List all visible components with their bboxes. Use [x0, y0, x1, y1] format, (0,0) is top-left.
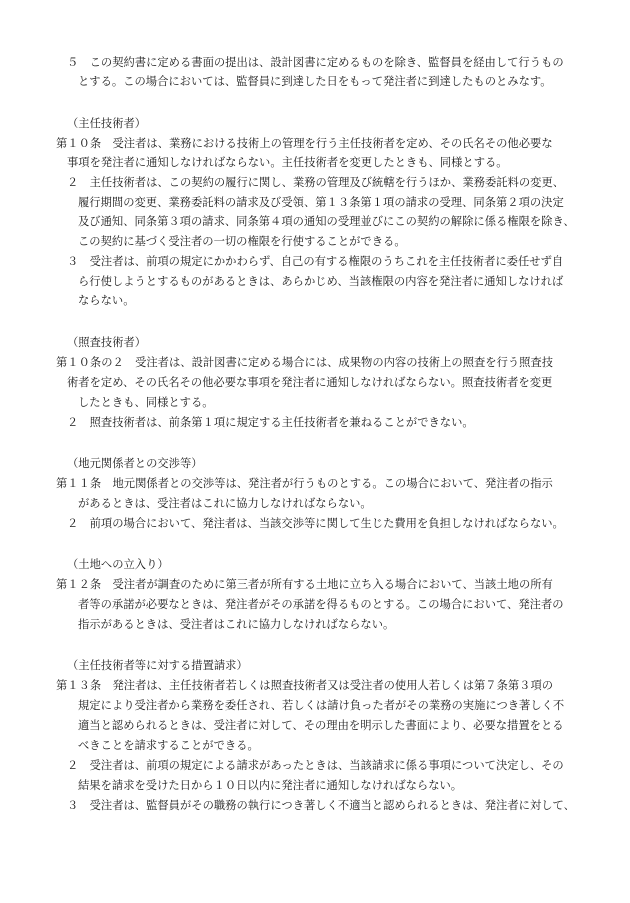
article-11-line-1: 第１１条 地元関係者との交渉等は、発注者が行うものとする。この場合において、発注者の指示 [56, 477, 553, 490]
article-10-para-2-line-1: ２ 主任技術者は、この契約の履行に関し、業務の管理及び統轄を行うほか、業務委託料の変更、 [67, 176, 565, 189]
clause-5-line-1: ５ この契約書に定める書面の提出は、設計図書に定めるものを除き、監督員を経由して行うもの [67, 56, 564, 69]
article-13-line-1: 第１３条 発注者は、主任技術者若しくは照査技術者又は受注者の使用人若しくは第７条第３項の [56, 679, 554, 692]
heading-local-negotiation: （地元関係者との交渉等） [67, 457, 203, 470]
article-13-line-2: 規定により受注者から業務を委任され、若しくは請け負った者がその業務の実施につき著しく不 [78, 699, 565, 712]
article-10-2-line-1: 第１０条の２ 受注者は、設計図書に定める場合には、成果物の内容の技術上の照査を行う照査技 [56, 356, 554, 369]
article-13-para-2-line-2: 結果を請求を受けた日から１０日以内に発注者に通知しなければならない。 [78, 779, 463, 792]
article-13-line-3: 適当と認められるときは、受注者に対して、その理由を明示した書面により、必要な措置をとる [78, 719, 564, 732]
article-10-2-line-2: 術者を定め、その氏名その他必要な事項を発注者に通知しなければならない。照査技術者を変更 [67, 376, 553, 389]
article-11-line-2: があるときは、受注者はこれに協力しなければならない。 [78, 497, 372, 510]
article-10-line-1: 第１０条 受注者は、業務における技術上の管理を行う主任技術者を定め、その氏名その他必要な [56, 137, 553, 150]
article-10-para-3-line-2: ら行使しようとするものがあるときは、あらかじめ、当該権限の内容を発注者に通知しなければ [78, 275, 564, 288]
heading-measure-request: （主任技術者等に対する措置請求） [67, 659, 248, 672]
article-12-line-3: 指示があるときは、受注者はこれに協力しなければならない。 [78, 618, 395, 631]
heading-land-entry: （土地への立入り） [67, 558, 169, 571]
article-10-para-2-line-3: 及び通知、同条第３項の請求、同条第４項の通知の受理並びにこの契約の解除に係る権限を除き、 [78, 215, 575, 228]
article-10-para-2-line-2: 履行期間の変更、業務委託料の請求及び受領、第１３条第１項の請求の受理、同条第２項の決定 [78, 196, 564, 209]
article-10-line-2: 事項を発注者に通知しなければならない。主任技術者を変更したときも、同様とする。 [67, 156, 508, 169]
article-13-para-2-line-1: ２ 受注者は、前項の規定による請求があったときは、当該請求に係る事項について決定し、その [67, 759, 564, 772]
article-11-para-2: ２ 前項の場合において、発注者は、当該交渉等に関して生じた費用を負担しなければならない。 [67, 517, 564, 530]
article-10-para-3-line-1: ３ 受注者は、前項の規定にかかわらず、自己の有する権限のうちこれを主任技術者に委任せず自 [67, 255, 564, 268]
clause-5-line-2: とする。この場合においては、監督員に到達した日をもって発注者に到達したものとみなす。 [78, 75, 552, 88]
article-10-2-para-2: ２ 照査技術者は、前条第１項に規定する主任技術者を兼ねることができない。 [67, 416, 474, 429]
article-10-para-2-line-4: この契約に基づく受注者の一切の権限を行使することができる。 [78, 235, 406, 248]
article-12-line-2: 者等の承諾が必要なときは、発注者がその承諾を得るものとする。この場合において、発注者の [78, 598, 564, 611]
article-13-line-4: べきことを請求することができる。 [78, 739, 259, 752]
heading-chief-engineer: （主任技術者） [67, 117, 147, 130]
article-10-para-3-line-3: ならない。 [78, 294, 135, 307]
article-10-2-line-3: したときも、同様とする。 [78, 396, 214, 409]
article-13-para-3-line-1: ３ 受注者は、監督員がその職務の執行につき著しく不適当と認められるときは、発注者に対して、 [67, 799, 575, 812]
article-12-line-1: 第１２条 受注者が調査のために第三者が所有する土地に立ち入る場合において、当該土地の所有 [56, 578, 553, 591]
heading-checking-engineer: （照査技術者） [67, 336, 147, 349]
